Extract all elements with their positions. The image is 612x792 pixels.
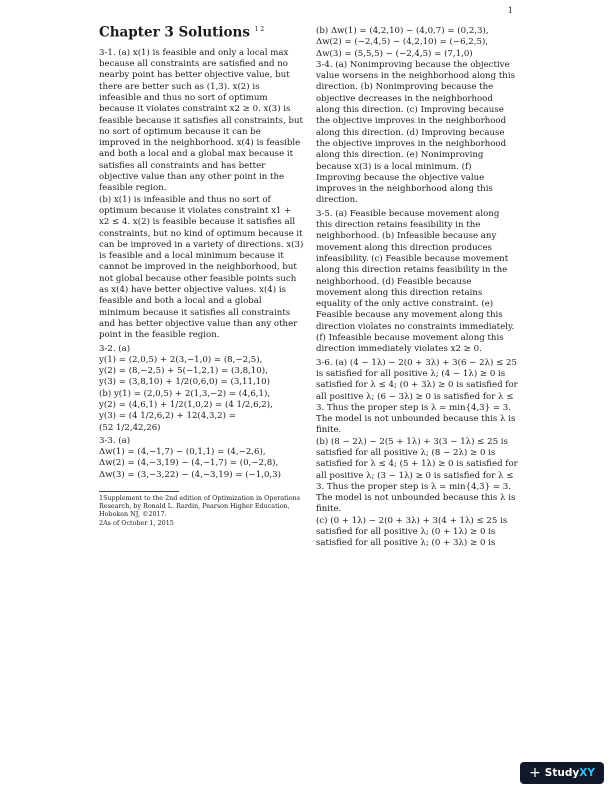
chapter-title-text: Chapter 3 Solutions xyxy=(99,24,250,41)
equation-line: y(2) = (8,−2,5) + 5(−1,2,1) = (3,8,10), xyxy=(99,366,268,377)
footnote-2: 2As of October 1, 2015 xyxy=(99,518,174,527)
studyxy-logo[interactable] xyxy=(520,762,604,784)
solution-3-1a: 3-1. (a) x(1) is feasible and only a local max because all constraints are satisfied and no nearby point has better objective value, but there are better such as (1,3). x(2) is infeasible and thus no sort of optimum because it violates constraint x2 ≥ 0. x(3) is feasible because it satisfies all constraints, but no sort of optimum because it can be improved in the neighborhood. x(4) is feasible and both a local and a global max because it satisfies all constraints and has better objective value than any other point in the feasible region. xyxy=(99,47,304,194)
right-column xyxy=(316,26,518,550)
solution-3-6c: (c) (0 + 1λ) − 2(0 + 3λ) + 3(4 + 1λ) ≤ 25 is satisfied for all positive λ; (0 + 1λ) ≥ 0 is satisfied for all positive λ; (0 + 3λ) ≥ 0 is xyxy=(316,515,508,549)
footnote-1: 1Supplement to the 2nd edition of Optimization in Operations Research, by Ronald L. Rardin, Pearson Higher Education, Hoboken NJ, ©2017. xyxy=(99,494,300,519)
logo-text xyxy=(545,767,595,779)
equation-line: Δw(1) = (4,−1,7) − (0,1,1) = (4,−2,6), xyxy=(99,447,266,458)
left-column xyxy=(99,24,304,527)
equation-line: Δw(3) = (3,−3,22) − (4,−3,19) = (−1,0,3) xyxy=(99,469,281,480)
logo-accent: XY xyxy=(579,767,595,779)
equation-line: y(1) = (2,0,5) + 2(3,−1,0) = (8,−2,5), xyxy=(99,354,263,365)
equation-line: (b) Δw(1) = (4,2,10) − (4,0,7) = (0,2,3), xyxy=(316,26,489,36)
solution-3-1b: (b) x(1) is infeasible and thus no sort of optimum because it violates constraint x1 + x2 ≤ 4. x(2) is feasible because it satisfies all constraints, but no kind of optimum because it can be improved in a variety of directions. x(3) is feasible and a local minimum because it cannot be improved in the neighborhood, but not global because other feasible points such as x(4) have better objective values. x(4) is feasible and both a local and a global minimum because it satisfies all constraints and has better objective value than any other point in the feasible region. xyxy=(99,194,304,341)
chapter-title xyxy=(99,24,304,39)
solution-3-3-heading: 3-3. (a) xyxy=(99,435,131,446)
solution-3-5: 3-5. (a) Feasible because movement along this direction retains feasibility in the neighborhood. (b) Infeasible because any movement along this direction produces infeasibility. (c) Feasible because movement along this direction retains feasibility in the neighborhood. (d) Feasible because movement along this direction retains equality of the only active constraint. (e) Feasible because any movement along this direction violates no constraints immediately. (f) Infeasible because movement along this direction immediately violates x2 ≥ 0. xyxy=(316,208,515,355)
logo-brand: Study xyxy=(544,767,580,779)
footnote-marks: 1 2 xyxy=(254,26,265,33)
equation-line: y(2) = (4,6,1) + 1/2(1,0,2) = (4 1/2,6,2), xyxy=(99,400,273,410)
equation-line: (b) y(1) = (2,0,5) + 2(1,3,−2) = (4,6,1), xyxy=(99,388,271,399)
equation-line: y(3) = (4 1/2,6,2) + 12(4,3,2) = xyxy=(99,411,236,422)
solution-3-4: 3-4. (a) Nonimproving because the objective value worsens in the neighborhood along this direction. (b) Nonimproving because the objective decreases in the neighborhood along this direction. (c) Improving because the objective improves in the neighborhood along this direction. (d) Improving because the objective improves in the neighborhood along this direction. (e) Nonimproving because x(3) is a local minimum. (f) Improving because the objective value improves in the neighborhood along this direction. xyxy=(316,59,515,206)
equation-line: Δw(3) = (5,5,5) − (−2,4,5) = (7,1,0) xyxy=(316,48,473,59)
equation-line: y(3) = (3,8,10) + 1/2(0,6,0) = (3,11,10) xyxy=(99,377,270,388)
equation-line: (52 1/2,42,26) xyxy=(99,422,161,433)
plus-icon: + xyxy=(529,765,541,781)
equation-line: Δw(2) = (−2,4,5) − (4,2,10) = (−6,2,5), xyxy=(316,37,489,48)
page-number: 1 xyxy=(507,6,513,16)
solution-3-6a: 3-6. (a) (4 − 1λ) − 2(0 + 3λ) + 3(6 − 2λ) ≤ 25 is satisfied for all positive λ; (4 − 1λ) ≥ 0 is satisfied for λ ≤ 4; (0 + 3λ) ≥ 0 is satisfied for all positive λ; (6 − 3λ) ≥ 0 is satisfied for λ ≤ 3. Thus the proper step is λ = min{4,3} = 3. The model is not unbounded because this λ is finite. xyxy=(316,357,518,436)
solution-3-2-heading: 3-2. (a) xyxy=(99,343,131,354)
solution-3-6b: (b) (8 − 2λ) − 2(5 + 1λ) + 3(3 − 1λ) ≤ 25 is satisfied for all positive λ; (8 − 2λ) ≥ 0 is satisfied for λ ≤ 4; (5 + 1λ) ≥ 0 is satisfied for all positive λ; (3 − 1λ) ≥ 0 is satisfied for λ ≤ 3. Thus the proper step is λ = min{4,3} = 3. The model is not unbounded because this λ is finite. xyxy=(316,436,518,515)
footnote-divider xyxy=(99,491,179,492)
equation-line: Δw(2) = (4,−3,19) − (4,−1,7) = (0,−2,8), xyxy=(99,458,279,469)
